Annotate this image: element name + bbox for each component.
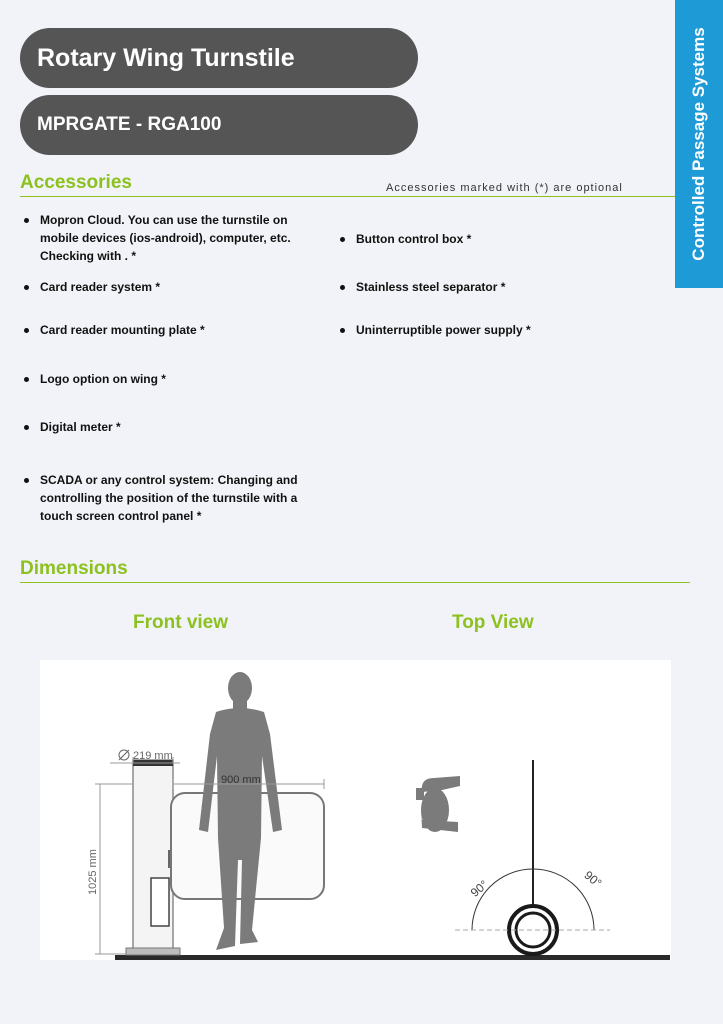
accessory-item: SCADA or any control system: Changing and controlling the position of the turnstile with a touch screen control panel * <box>24 471 324 525</box>
accessories-heading: Accessories <box>20 172 132 193</box>
height-dimension <box>95 784 133 954</box>
accessory-item: Card reader mounting plate * <box>24 321 324 339</box>
angle-left-label: 90° <box>467 877 491 900</box>
dimension-drawing-svg <box>40 660 671 960</box>
product-model <box>20 95 418 155</box>
dimension-drawing <box>40 660 671 960</box>
accessory-item: Button control box * <box>340 230 640 248</box>
accessory-item: Digital meter * <box>24 418 324 436</box>
accessory-item: Stainless steel separator * <box>340 278 640 296</box>
accessory-item: Logo option on wing * <box>24 370 324 388</box>
dimensions-heading: Dimensions <box>20 558 128 579</box>
ground-line <box>115 955 670 960</box>
diameter-label: 219 mm <box>133 750 173 762</box>
accessory-item: Mopron Cloud. You can use the turnstile on mobile devices (ios-android), computer, etc. Checking with . * <box>24 211 324 265</box>
category-label: Controlled Passage Systems <box>689 27 708 261</box>
category-sidebar-tab <box>675 0 723 288</box>
product-model-text: MPRGATE - RGA100 <box>37 114 222 135</box>
optional-note: Accessories marked with (*) are optional <box>386 182 623 194</box>
accessory-item: Uninterruptible power supply * <box>340 321 640 339</box>
post-base <box>126 948 180 955</box>
control-box <box>151 878 169 926</box>
accessories-divider <box>20 196 675 197</box>
product-title-text: Rotary Wing Turnstile <box>37 43 295 72</box>
angle-right-label: 90° <box>581 867 605 891</box>
dimensions-divider <box>20 582 690 583</box>
person-top-view <box>416 776 460 832</box>
height-label: 1025 mm <box>87 849 99 895</box>
top-view-title: Top View <box>452 612 534 633</box>
front-view-title: Front view <box>133 612 229 633</box>
product-title <box>20 28 418 88</box>
width-label: 900 mm <box>221 774 261 786</box>
accessory-item: Card reader system * <box>24 278 324 296</box>
